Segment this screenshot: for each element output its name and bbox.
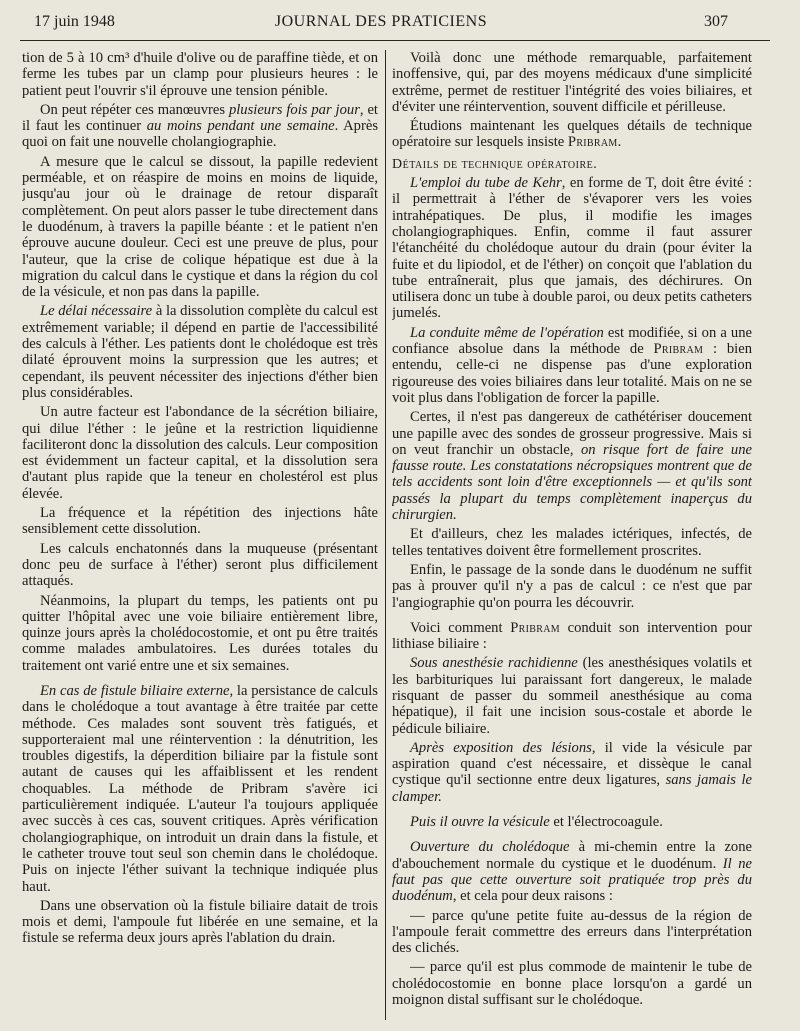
paragraph: Les calculs enchatonnés dans la muqueuse (présentant donc peu de surface à l'éther) seront plus difficilement attaqués. xyxy=(22,540,378,590)
paragraph: Le délai nécessaire à la dissolution complète du calcul est extrêmement variable; il dépend en partie de l'accessibilité des calculs à l'éther. Les patients dont le cholédoque est très dilaté éprouvent moins la surpression que les autres; et cependant, ils peuvent nécessiter des injections d'éther bien plus considérables. xyxy=(22,303,378,401)
paragraph: Enfin, le passage de la sonde dans le duodénum ne suffit pas à prouver qu'il n'y a pas de calcul : ce n'est que par l'angiographie qu'on pourra les découvrir. xyxy=(392,561,752,611)
paragraph: Voilà donc une méthode remarquable, parfaitement inoffensive, qui, par des moyens médicaux d'une simplicité extrême, permet de restituer l'intégrité des voies biliaires, et d'éviter une réintervention, souvent difficile et périlleuse. xyxy=(392,50,752,115)
running-header xyxy=(34,13,728,35)
paragraph: Néanmoins, la plupart du temps, les patients ont pu quitter l'hôpital avec une voie biliaire entièrement libre, quinze jours après la cholédocostomie, et ont pu être traités comme malades ambulatoires. Les durées totales du traitement ont varié entre une et six semaines. xyxy=(22,592,378,674)
paragraph: Sous anesthésie rachidienne (les anesthésiques volatils et les barbituriques lui paraissant fort dangereux, le malade risquant de passer du sommeil anesthésique au coma hépatique), il fait une incision sous-costale et aborde le pédicule biliaire. xyxy=(392,655,752,737)
paragraph: La conduite même de l'opération est modifiée, si on a une confiance absolue dans la méthode de Pribram : bien entendu, celle-ci ne dispense pas d'une exploration rigoureuse des voies biliaires dans leur totalité. Mais on ne se voit plus dans l'obligation de forcer la papille. xyxy=(392,324,752,406)
paragraph: Puis il ouvre la vésicule et l'électrocoagule. xyxy=(410,814,663,831)
paragraph: A mesure que le calcul se dissout, la papille redevient perméable, et on réaspire de moins en moins de liquide, jusqu'au jour où le drainage de retour disparaît complètement. On peut alors passer le tube directement dans le duodénum, à travers la papille béante : et le patient n'en éprouve aucune douleur. Ceci est une preuve de plus, pour l'auteur, que la crise de colique hépatique est due à la migration du calcul dans le cystique et dans la région du col de la vésicule, et non pas dans la papille. xyxy=(22,153,378,301)
paragraph: tion de 5 à 10 cm³ d'huile d'olive ou de paraffine tiède, et on ferme les tubes par un clamp pour plusieurs heures : le patient peut l'ouvrir s'il éprouve une tension pénible. xyxy=(22,50,378,99)
issue-date: 17 juin 1948 xyxy=(34,13,115,30)
paragraph: La fréquence et la répétition des injections hâte sensiblement cette dissolution. xyxy=(22,505,378,538)
paragraph: Certes, il n'est pas dangereux de cathétériser doucement une papille avec des sondes de grosseur progressive. Mais si on veut franchir un obstacle, on risque fort de faire une fausse route. Les constatations nécropsiques montrent que de tels accidents sont loin d'être exceptionnels — et qu'ils sont passés la plupart du temps complètement inaperçus du chirurgien. xyxy=(392,409,752,524)
left-column xyxy=(22,50,378,1025)
paragraph: — parce qu'il est plus commode de maintenir le tube de cholédocostomie en bonne place lorsqu'on a gardé un moignon distal suffisant sur le cholédoque. xyxy=(392,959,752,1009)
paragraph: Dans une observation où la fistule biliaire datait de trois mois et demi, l'ampoule fut libérée en une semaine, et la fistule se referma deux jours après l'ablation du drain. xyxy=(22,897,378,947)
page-number: 307 xyxy=(704,13,728,30)
paragraph: Un autre facteur est l'abondance de la sécrétion biliaire, qui dilue l'éther : le jeûne et la restriction liquidienne faciliteront donc la dissolution des calculs. Leur composition est évidemment un facteur capital, et la dissolution sera d'autant plus rapide que la teneur en cholestérol est plus élevée. xyxy=(22,404,378,502)
paragraph: Voici comment Pribram conduit son intervention pour lithiase biliaire : xyxy=(392,619,752,653)
header-rule xyxy=(20,40,770,41)
paragraph: Après exposition des lésions, il vide la vésicule par aspiration quand c'est nécessaire, et dissèque le canal cystique qu'il sectionne entre deux ligatures, sans jamais le clamper. xyxy=(392,739,752,805)
journal-title: JOURNAL DES PRATICIENS xyxy=(274,13,488,30)
section-heading: Détails de technique opératoire. xyxy=(392,156,598,172)
paragraph: Étudions maintenant les quelques détails de technique opératoire sur lesquels insiste Pribram. xyxy=(392,118,752,151)
paragraph: L'emploi du tube de Kehr, en forme de T, doit être évité : il permettrait à l'éther de s'évaporer vers les voies intrahépatiques. De plus, il modifie les images cholangiographiques. Enfin, comme il faut assurer l'étanchéité du cholédoque autour du drain (pour éviter la fuite et du lipiodol, et de l'éther) on conçoit que l'ablation du tube entraînerait, plus que jamais, des déchirures. On utilisera donc un tube à double paroi, ou deux petits catheters jumelés. xyxy=(392,175,752,322)
paragraph: — parce qu'une petite fuite au-dessus de la région de l'ampoule ferait commettre des erreurs dans l'interprétation des clichés. xyxy=(392,907,752,957)
paragraph: Et d'ailleurs, chez les malades ictériques, infectés, de telles tentatives doivent être formellement proscrites. xyxy=(392,526,752,559)
column-divider xyxy=(385,50,386,1020)
paragraph: Ouverture du cholédoque à mi-chemin entre la zone d'abouchement normale du cystique et le duodénum. Il ne faut pas que cette ouverture soit pratiquée trop près du duodénum, et cela pour deux raisons : xyxy=(392,839,752,905)
paragraph: On peut répéter ces manœuvres plusieurs fois par jour, et il faut les continuer au moins pendant une semaine. Après quoi on fait une nouvelle cholangiographie. xyxy=(22,101,378,151)
paragraph: En cas de fistule biliaire externe, la persistance de calculs dans le cholédoque a tout avantage à être traitée par cette méthode. Ces malades sont souvent très fatigués, et supporteraient mal une réintervention : la dénutrition, les troubles digestifs, la déperdition biliaire par la fistule sont autant de causes qui les affaiblissent et les rendent choquables. La méthode de Pribram s'avère ici particulièrement indiquée. L'auteur l'a toujours appliquée avec succès à ces cas, souvent critiques. Après vérification cholangiographique, on introduit un drain dans la fistule, et le catheter trouve tout seul son chemin dans le cholédoque. Puis on injecte l'éther suivant la technique indiquée plus haut. xyxy=(22,682,378,895)
right-column xyxy=(392,50,752,1025)
